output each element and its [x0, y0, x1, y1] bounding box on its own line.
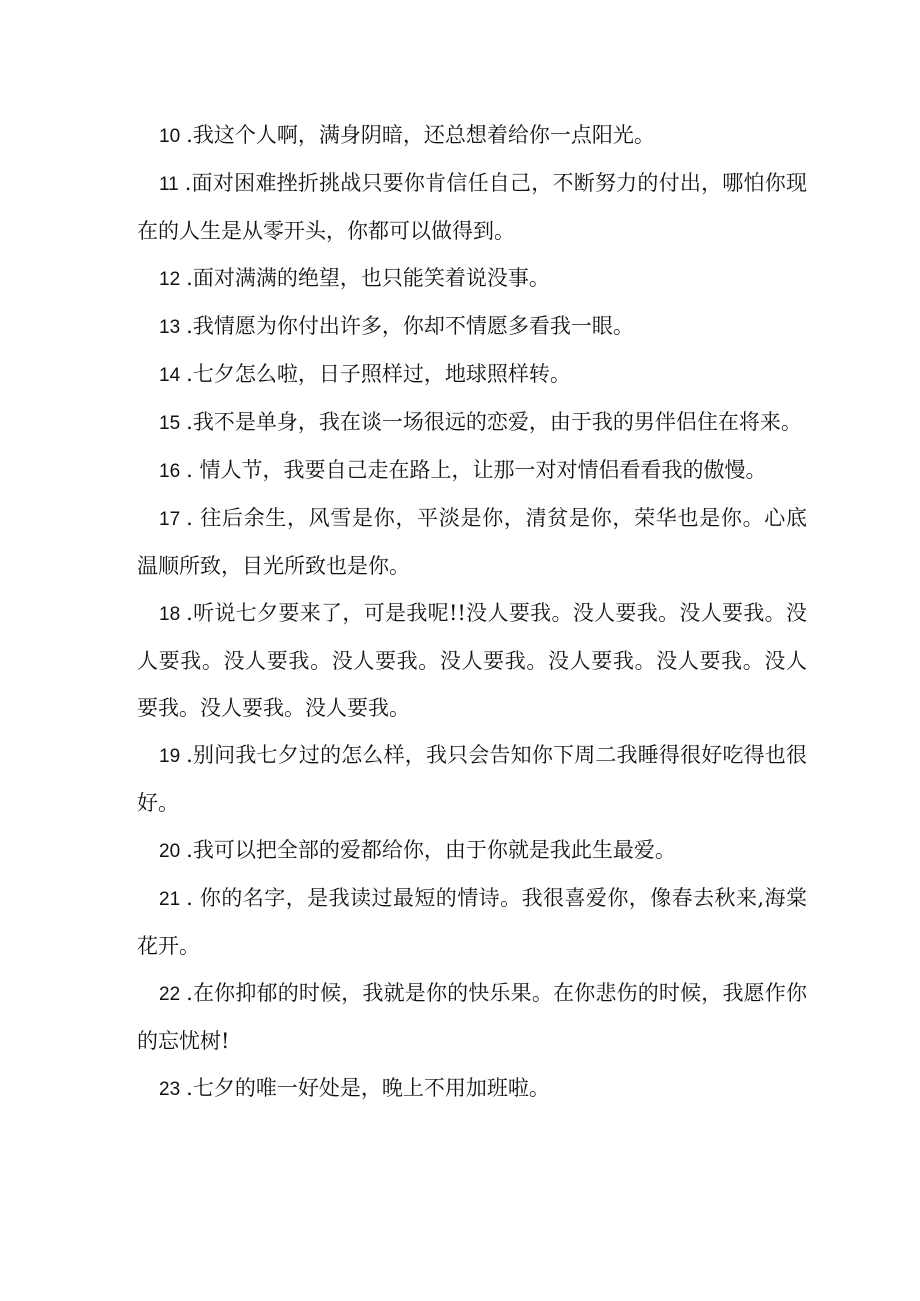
list-item [137, 447, 807, 495]
item-text: .我这个人啊，满身阴暗，还总想着给你一点阳光。 [186, 123, 655, 147]
item-number: 16 [159, 461, 181, 482]
list-item [137, 303, 807, 351]
item-text: .面对满满的绝望，也只能笑着说没事。 [186, 266, 550, 290]
item-text: .七夕的唯一好处是，晚上不用加班啦。 [186, 1076, 550, 1100]
item-number: 19 [159, 746, 181, 767]
list-item [137, 875, 807, 970]
item-number: 20 [159, 841, 181, 862]
quote-list [137, 112, 807, 1113]
list-item [137, 351, 807, 399]
item-text: . 你的名字，是我读过最短的情诗。我很喜爱你，像春去秋来,海棠花开。 [137, 886, 807, 958]
item-text: .别问我七夕过的怎么样，我只会告知你下周二我睡得很好吃得也很好。 [137, 743, 807, 815]
item-number: 22 [159, 984, 181, 1005]
list-item [137, 495, 807, 590]
list-item [137, 112, 807, 160]
list-item [137, 590, 807, 732]
list-item [137, 827, 807, 875]
list-item [137, 1065, 807, 1113]
list-item [137, 399, 807, 447]
item-number: 15 [159, 413, 181, 434]
list-item [137, 732, 807, 827]
item-number: 13 [159, 317, 181, 338]
item-number: 21 [159, 889, 181, 910]
list-item [137, 970, 807, 1065]
item-text: .听说七夕要来了，可是我呢!!没人要我。没人要我。没人要我。没人要我。没人要我。没人要我。没人要我。没人要我。没人要我。没人要我。没人要我。没人要我。 [137, 601, 807, 720]
item-number: 11 [159, 174, 179, 195]
item-text: .我可以把全部的爱都给你，由于你就是我此生最爱。 [186, 838, 676, 862]
item-text: . 往后余生，风雪是你，平淡是你，清贫是你，荣华也是你。心底温顺所致，目光所致也是你。 [137, 506, 807, 578]
item-number: 12 [159, 269, 181, 290]
list-item [137, 160, 807, 255]
list-item [137, 255, 807, 303]
item-number: 17 [159, 509, 181, 530]
item-text: .我不是单身，我在谈一场很远的恋爱，由于我的男伴侣住在将来。 [186, 410, 802, 434]
item-text: .我情愿为你付出许多，你却不情愿多看我一眼。 [186, 314, 634, 338]
item-number: 14 [159, 365, 181, 386]
item-number: 10 [159, 126, 181, 147]
item-text: .在你抑郁的时候，我就是你的快乐果。在你悲伤的时候，我愿作你的忘忧树! [137, 981, 807, 1053]
item-text: .面对困难挫折挑战只要你肯信任自己，不断努力的付出，哪怕你现在的人生是从零开头，你都可以做得到。 [137, 171, 807, 243]
item-text: . 情人节，我要自己走在路上，让那一对对情侣看看我的傲慢。 [186, 458, 767, 482]
item-text: .七夕怎么啦，日子照样过，地球照样转。 [186, 362, 571, 386]
item-number: 23 [159, 1079, 181, 1100]
item-number: 18 [159, 604, 181, 625]
